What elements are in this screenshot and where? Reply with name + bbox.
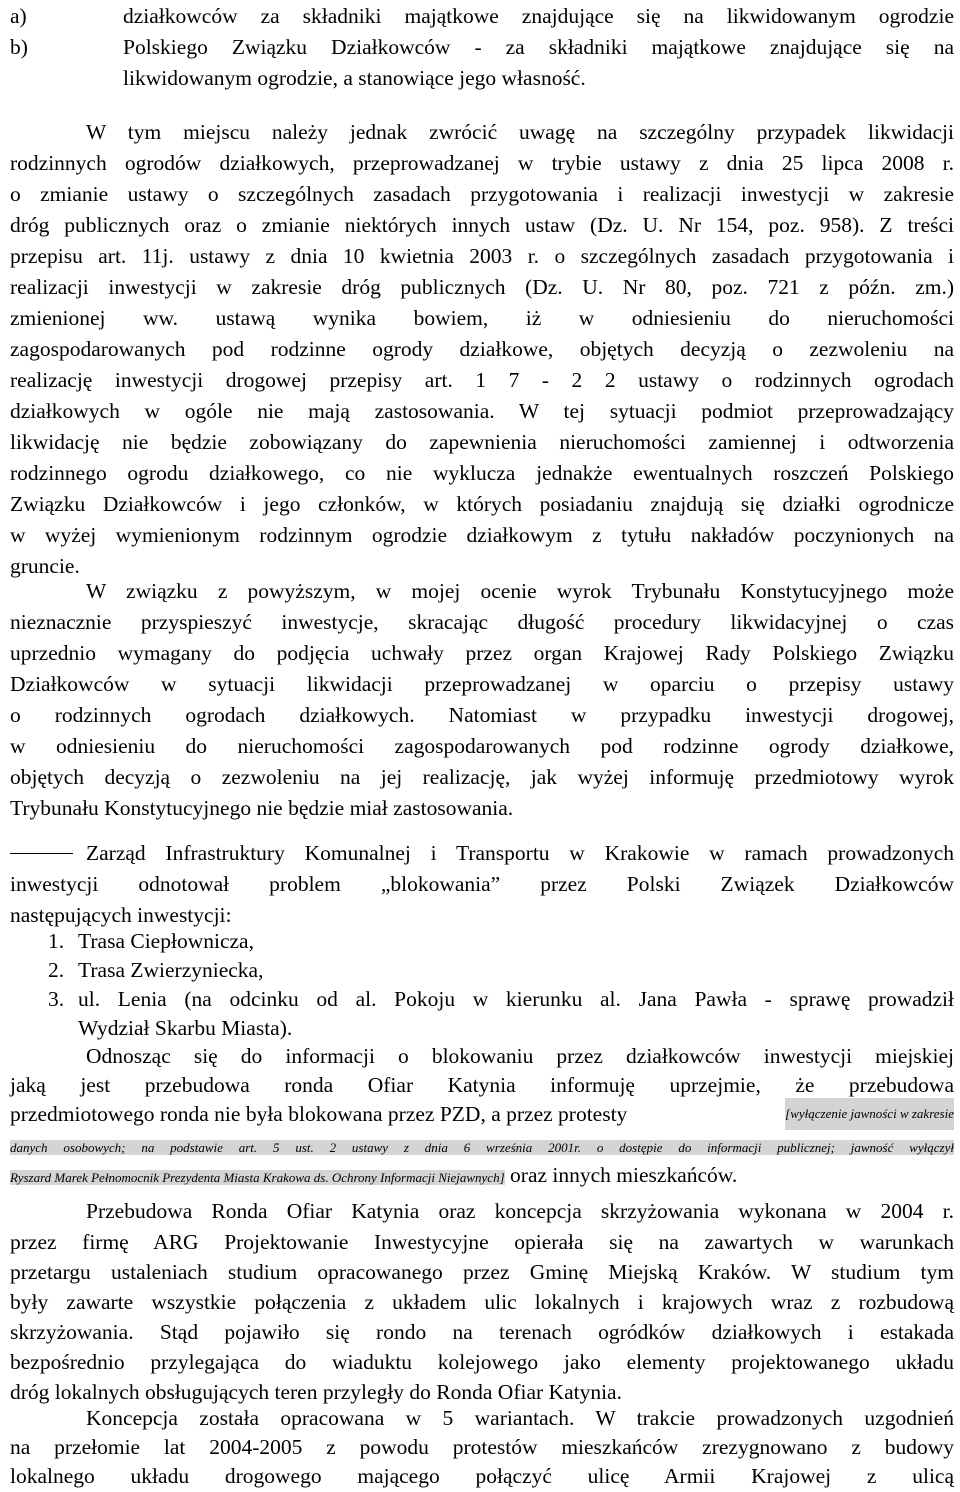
redaction-note-part-2: danych osobowych; na podstawie art. 5 ust. 2 ustawy z dnia 6 września 2001r. o dostępie do informacji publicznej; jawność wyłączył [10,1140,954,1155]
paragraph-1-line: przepisu art. 11j. ustawy z dnia 10 kwietnia 2003 r. o szczególnych zasadach przygotowania i [10,244,954,268]
paragraph-5-line: dróg lokalnych obsługujących teren przyległy do Ronda Ofiar Katynia. [10,1380,622,1404]
paragraph-5-line: przez firmę ARG Projektowanie Inwestycyjne opierała się na zawartych w warunkach [10,1230,954,1254]
investment-number: 2. [48,958,65,982]
paragraph-1-line: rodzinnych ogrodów działkowych, przeprowadzanej w trybie ustawy z dnia 25 lipca 2008 r. [10,151,954,175]
paragraph-1-line: dróg publicznych oraz o zmianie niektórych innych ustaw (Dz. U. Nr 154, poz. 958). Z treści [10,213,954,237]
paragraph-6-line: lokalnego układu drogowego mającego połączyć ulicę Armii Krajowej z ulicą [10,1464,954,1488]
paragraph-1-line: gruncie. [10,554,80,578]
paragraph-6-line: Koncepcja została opracowana w 5 wariantach. W trakcie prowadzonych uzgodnień [86,1406,954,1430]
investment-item: ul. Lenia (na odcinku od al. Pokoju w kierunku al. Jana Pawła - sprawę prowadził [78,987,954,1011]
paragraph-4-line-with-redaction [10,1098,954,1130]
paragraph-5-line: przetargu ustaleniach studium opracowanego przez Gminę Miejską Kraków. W studium tym [10,1260,954,1284]
paragraph-5-line: bezpośrednio przylegająca do wiaduktu kolejowego jako elementy projektowanego układu [10,1350,954,1374]
redaction-note-part-1: [wyłączenie jawności w zakresie [785,1098,954,1130]
paragraph-6-line: na przełomie lat 2004-2005 z powodu protestów mieszkańców zrezygnowano z budowy [10,1435,954,1459]
paragraph-1-line: o zmianie ustawy o szczególnych zasadach przygotowania i realizacji inwestycji w zakresie [10,182,954,206]
paragraph-2-line: Trybunału Konstytucyjnego nie będzie miał zastosowania. [10,796,514,820]
investment-number: 3. [48,987,65,1011]
paragraph-1-line: likwidację nie będzie zobowiązany do zapewnienia nieruchomości zamiennej i odtworzenia [10,430,954,454]
paragraph-1-line: realizację inwestycji drogowej przepisy art. 1 7 - 2 2 ustawy o rodzinnych ogrodach [10,368,954,392]
paragraph-3-line: Zarząd Infrastruktury Komunalnej i Transportu w Krakowie w ramach prowadzonych [86,841,954,865]
paragraph-4-text: przedmiotowego ronda nie była blokowana przez PZD, a przez protesty [10,1102,628,1126]
investment-item-continued: Wydział Skarbu Miasta). [78,1016,293,1040]
paragraph-4-line: Odnosząc się do informacji o blokowaniu przez działkowców inwestycji miejskiej [86,1044,954,1068]
redaction-line [10,1129,954,1161]
paragraph-2-line: nieznacznie przyspieszyć inwestycje, skracając długość procedury likwidacyjnej o czas [10,610,954,634]
paragraph-1-line: W tym miejscu należy jednak zwrócić uwagę na szczególny przypadek likwidacji [86,120,954,144]
investment-number: 1. [48,929,65,953]
paragraph-1-line: Związku Działkowców i jego członków, w których posiadaniu znajdują się działki ogrodnicze [10,492,954,516]
redaction-note-part-3: Ryszard Marek Pełnomocnik Prezydenta Miasta Krakowa ds. Ochrony Informacji Niejawnych] [10,1170,505,1185]
paragraph-5-line: były zawarte wszystkie połączenia z układem ulic lokalnych i krajowych wraz z rozbudową [10,1290,954,1314]
paragraph-2-line: w odniesieniu do nieruchomości zagospodarowanych pod rodzinne ogrody działkowe, [10,734,954,758]
paragraph-5-line: skrzyżowania. Stąd pojawiło się rondo na terenach ogródków działkowych i estakada [10,1320,954,1344]
redaction-line-end [10,1159,954,1191]
paragraph-2-line: W związku z powyższym, w mojej ocenie wyrok Trybunału Konstytucyjnego może [86,579,954,603]
paragraph-5-line: Przebudowa Ronda Ofiar Katynia oraz koncepcja skrzyżowania wykonana w 2004 r. [86,1199,954,1223]
paragraph-2-line: Działkowców w sytuacji likwidacji przeprowadzanej w oparciu o przepisy ustawy [10,672,954,696]
em-dash-rule [10,853,73,854]
list-item-a: działkowców za składniki majątkowe znajdujące się na likwidowanym ogrodzie [123,4,954,28]
paragraph-2-line: objętych decyzją o zezwoleniu na jej realizację, jak wyżej informuję przedmiotowy wyrok [10,765,954,789]
list-item-b: Polskiego Związku Działkowców - za składniki majątkowe znajdujące się na [123,35,954,59]
paragraph-1-line: rodzinnego ogrodu działkowego, co nie wyklucza jednakże ewentualnych roszczeń Polskiego [10,461,954,485]
list-label-a: a) [10,4,27,28]
investment-item: Trasa Zwierzyniecka, [78,958,264,982]
list-item-b-continued: likwidowanym ogrodzie, a stanowiące jego własność. [123,66,586,90]
paragraph-3-line: inwestycji odnotował problem „blokowania” przez Polski Związek Działkowców [10,872,954,896]
paragraph-2-line: o rodzinnych ogrodach działkowych. Natomiast w przypadku inwestycji drogowej, [10,703,954,727]
paragraph-1-line: realizacji inwestycji w zakresie dróg publicznych (Dz. U. Nr 80, poz. 721 z późn. zm.) [10,275,954,299]
paragraph-2-line: uprzednio wymagany do podjęcia uchwały przez organ Krajowej Rady Polskiego Związku [10,641,954,665]
paragraph-1-line: w wyżej wymienionym rodzinnym ogrodzie działkowym z tytułu nakładów poczynionych na [10,523,954,547]
paragraph-1-line: zmienionej ww. ustawą wynika bowiem, iż w odniesieniu do nieruchomości [10,306,954,330]
list-label-b: b) [10,35,28,59]
paragraph-1-line: działkowych w ogóle nie mają zastosowania. W tej sytuacji podmiot przeprowadzający [10,399,954,423]
paragraph-4-tail: oraz innych mieszkańców. [510,1163,738,1187]
paragraph-3-line: następujących inwestycji: [10,903,232,927]
paragraph-1-line: zagospodarowanych pod rodzinne ogrody działkowe, objętych decyzją o zezwoleniu na [10,337,954,361]
paragraph-4-line: jaką jest przebudowa ronda Ofiar Katynia informuję uprzejmie, że przebudowa [10,1073,954,1097]
investment-item: Trasa Ciepłownicza, [78,929,254,953]
